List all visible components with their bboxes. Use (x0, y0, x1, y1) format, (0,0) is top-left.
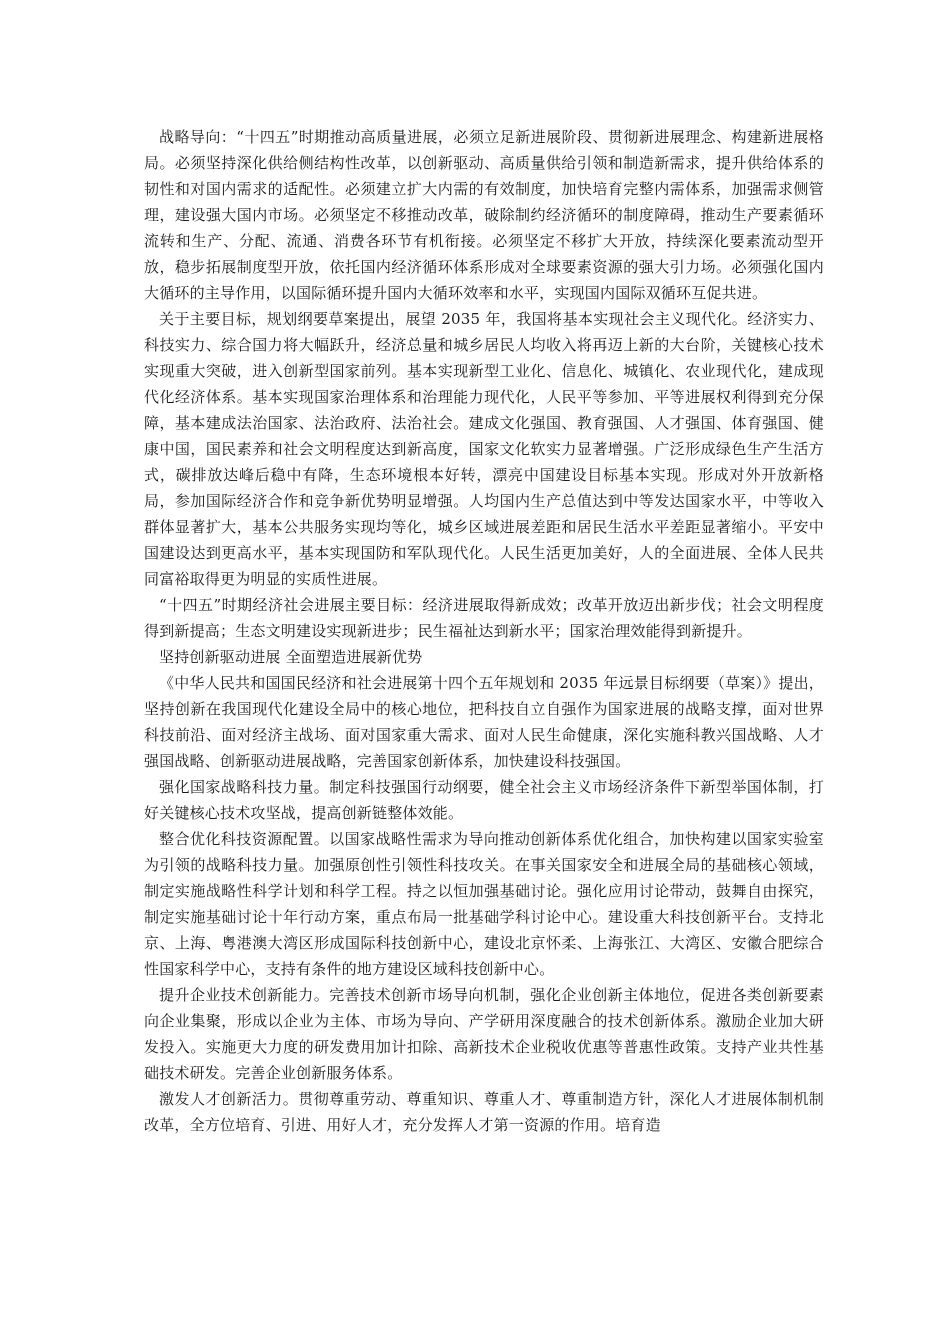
paragraph-enterprise-innovation: 提升企业技术创新能力。完善技术创新市场导向机制，强化企业创新主体地位，促进各类创新要素向企业集聚，形成以企业为主体、市场为导向、产学研用深度融合的技术创新体系。激励企业加大研发投入。实施更大力度的研发费用加计扣除、高新技术企业税收优惠等普惠性政策。支持产业共性基础技术研发。完善企业创新服务体系。 (144, 986, 824, 1082)
document-body (144, 124, 824, 1138)
paragraph-innovation-intro: 《中华人民共和国国民经济和社会进展第十四个五年规划和 2035 年远景目标纲要（草案）》提出，坚持创新在我国现代化建设全局中的核心地位，把科技自立自强作为国家进展的战略支撑，面对世界科技前沿、面对经济主战场、面对国家重大需求、面对人民生命健康，深化实施科教兴国战略、人才强国战略、创新驱动进展战略，完善国家创新体系，加快建设科技强国。 (144, 674, 824, 770)
paragraph-fourteenth-plan-goals: “十四五”时期经济社会进展主要目标：经济进展取得新成效；改革开放迈出新步伐；社会文明程度得到新提高；生态文明建设实现新进步；民生福祉达到新水平；国家治理效能得到新提升。 (144, 596, 824, 640)
paragraph-strategic-tech-power: 强化国家战略科技力量。制定科技强国行动纲要，健全社会主义市场经济条件下新型举国体制，打好关键核心技术攻坚战，提高创新链整体效能。 (144, 778, 824, 822)
paragraph-talent-innovation: 激发人才创新活力。贯彻尊重劳动、尊重知识、尊重人才、尊重制造方针，深化人才进展体制机制改革，全方位培育、引进、用好人才，充分发挥人才第一资源的作用。培育造 (144, 1090, 824, 1134)
paragraph-strategic-orientation: 战略导向：“十四五”时期推动高质量进展，必须立足新进展阶段、贯彻新进展理念、构建新进展格局。必须坚持深化供给侧结构性改革，以创新驱动、高质量供给引领和制造新需求，提升供给体系的韧性和对国内需求的适配性。必须建立扩大内需的有效制度，加快培育完整内需体系，加强需求侧管理，建设强大国内市场。必须坚定不移推动改革，破除制约经济循环的制度障碍，推动生产要素循环流转和生产、分配、流通、消费各环节有机衔接。必须坚定不移扩大开放，持续深化要素流动型开放，稳步拓展制度型开放，依托国内经济循环体系形成对全球要素资源的强大引力场。必须强化国内大循环的主导作用，以国际循环提升国内大循环效率和水平，实现国内国际双循环互促共进。 (144, 128, 824, 302)
paragraph-main-goals: 关于主要目标，规划纲要草案提出，展望 2035 年，我国将基本实现社会主义现代化。经济实力、科技实力、综合国力将大幅跃升，经济总量和城乡居民人均收入将再迈上新的大台阶，关键核心技术实现重大突破，进入创新型国家前列。基本实现新型工业化、信息化、城镇化、农业现代化，建成现代化经济体系。基本实现国家治理体系和治理能力现代化，人民平等参加、平等进展权利得到充分保障，基本建成法治国家、法治政府、法治社会。建成文化强国、教育强国、人才强国、体育强国、健康中国，国民素养和社会文明程度达到新高度，国家文化软实力显著增强。广泛形成绿色生产生活方式，碳排放达峰后稳中有降，生态环境根本好转，漂亮中国建设目标基本实现。形成对外开放新格局，参加国际经济合作和竞争新优势明显增强。人均国内生产总值达到中等发达国家水平，中等收入群体显著扩大，基本公共服务实现均等化，城乡区域进展差距和居民生活水平差距显著缩小。平安中国建设达到更高水平，基本实现国防和军队现代化。人民生活更加美好，人的全面进展、全体人民共同富裕取得更为明显的实质性进展。 (144, 310, 824, 588)
paragraph-resource-allocation: 整合优化科技资源配置。以国家战略性需求为导向推动创新体系优化组合，加快构建以国家实验室为引领的战略科技力量。加强原创性引领性科技攻关。在事关国家安全和进展全局的基础核心领域，制定实施战略性科学计划和科学工程。持之以恒加强基础讨论。强化应用讨论带动，鼓舞自由探究，制定实施基础讨论十年行动方案，重点布局一批基础学科讨论中心。建设重大科技创新平台。支持北京、上海、粤港澳大湾区形成国际科技创新中心，建设北京怀柔、上海张江、大湾区、安徽合肥综合性国家科学中心，支持有条件的地方建设区域科技创新中心。 (144, 830, 824, 978)
section-heading: 坚持创新驱动进展 全面塑造进展新优势 (159, 648, 423, 666)
